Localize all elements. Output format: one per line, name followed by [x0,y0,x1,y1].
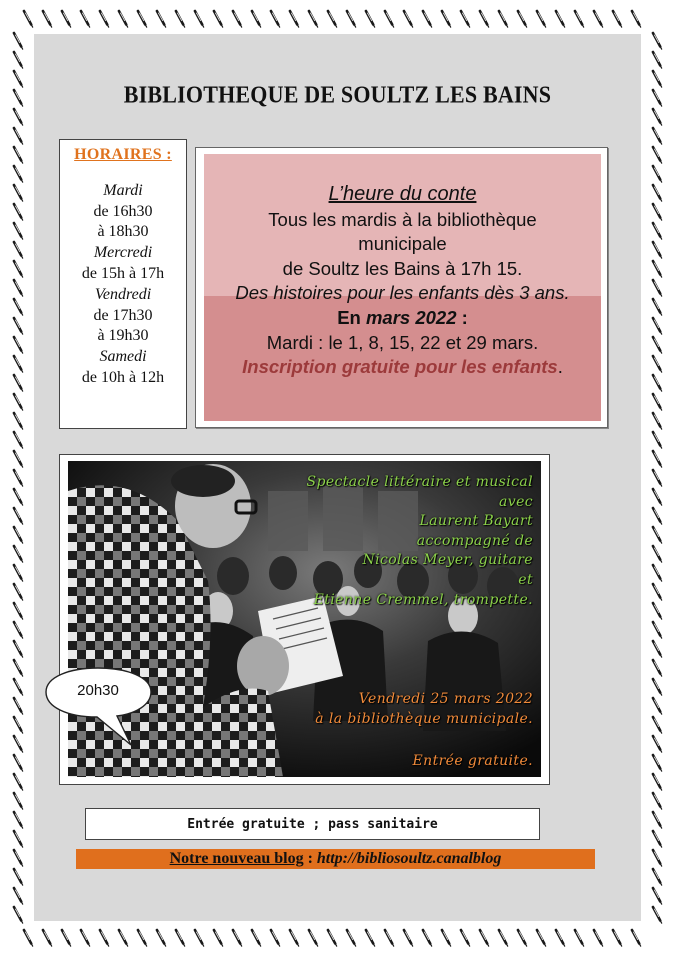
pen-border-icon [9,223,28,239]
opening-hours-list [60,181,186,389]
pen-border-icon [190,11,209,27]
pen-border-icon [648,812,667,828]
pen-border-icon [648,147,667,163]
pen-border-icon [9,375,28,391]
pen-border-icon [648,470,667,486]
hours-time-line: de 17h30 [93,306,153,324]
pen-border-icon [648,717,667,733]
pen-border-icon [648,527,667,543]
hours-time-line: à 18h30 [97,223,149,241]
blog-label: Notre nouveau blog [169,850,304,867]
pen-border-icon [648,755,667,771]
pen-border-icon [648,603,667,619]
hours-day-wednesday: Mercredi [93,244,153,262]
pen-border-icon [648,907,667,923]
pen-border-icon [380,930,399,946]
show-time: 20h30 [77,682,119,699]
pen-border-icon [589,11,608,27]
pen-border-icon [9,356,28,372]
story-hour-box [195,147,608,428]
pen-border-icon [9,147,28,163]
pen-border-icon [209,930,228,946]
pen-border-icon [9,774,28,790]
pen-border-icon [9,394,28,410]
pen-border-icon [648,793,667,809]
story-hour-line: de Soultz les Bains à 17h 15. [282,257,523,279]
pen-border-icon [648,698,667,714]
pen-border-icon [9,603,28,619]
pen-border-icon [19,930,38,946]
pen-border-icon [9,52,28,68]
pen-border-icon [648,888,667,904]
pen-border-icon [9,451,28,467]
story-hour-month-name: mars 2022 [365,306,457,328]
story-hour-registration-period: . [557,356,563,378]
hours-time-line: de 10h à 12h [81,368,165,386]
page-title: BIBLIOTHEQUE DE SOULTZ LES BAINS [123,80,552,108]
pen-border-icon [648,299,667,315]
pen-border-icon [9,166,28,182]
pen-border-icon [342,930,361,946]
pen-border-icon [9,242,28,258]
pen-border-icon [304,930,323,946]
pen-border-icon [648,375,667,391]
story-hour-dates: Mardi : le 1, 8, 15, 22 et 29 mars. [266,331,539,353]
pen-border-icon [513,930,532,946]
pen-border-icon [190,930,209,946]
pen-border-icon [9,660,28,676]
pen-border-icon [152,930,171,946]
pen-border-icon [9,413,28,429]
blog-bar [76,849,595,869]
story-hour-month [204,306,601,331]
pen-border-icon [551,11,570,27]
pen-border-icon [551,930,570,946]
show-free-entry: Entrée gratuite. [412,753,533,769]
pen-border-icon [247,11,266,27]
blog-link[interactable]: http://bibliosoultz.canalblog [316,850,502,867]
show-caption-line: Etienne Cremmel, trompette. [313,591,533,608]
pen-border-icon [133,930,152,946]
pen-border-icon [361,11,380,27]
show-caption-line: Laurent Bayart [419,513,533,530]
pen-border-icon [304,11,323,27]
pen-border-icon [627,930,646,946]
pen-border-icon [648,584,667,600]
pen-border-icon [9,261,28,277]
pen-border-icon [323,11,342,27]
pen-border-icon [648,641,667,657]
pen-border-icon [9,318,28,334]
pen-border-icon [648,546,667,562]
opening-hours-heading: HORAIRES : [74,146,172,163]
pen-border-icon [532,11,551,27]
pen-border-icon [648,204,667,220]
pen-border-icon [648,109,667,125]
hours-time-line: de 16h30 [93,202,153,220]
pen-border-icon [456,11,475,27]
pen-border-icon [9,33,28,49]
pen-border-icon [648,451,667,467]
hours-time-line: à 19h30 [97,327,149,345]
pen-border-icon [648,736,667,752]
pen-border-icon [648,432,667,448]
pen-border-icon [399,11,418,27]
pen-border-icon [9,489,28,505]
pen-border-icon [152,11,171,27]
pen-border-icon [9,698,28,714]
pen-border-icon [648,679,667,695]
show-description [306,473,533,610]
pen-border-icon [9,109,28,125]
pen-border-icon [648,337,667,353]
pen-border-icon [38,930,57,946]
show-caption-line: et [518,571,533,588]
pen-border-icon [648,850,667,866]
show-caption-line: Spectacle littéraire et musical [306,474,533,490]
pen-border-icon [648,166,667,182]
blog-separator: : [303,850,317,867]
pen-border-icon [9,812,28,828]
pen-border-icon [648,869,667,885]
entry-notice-box: Entrée gratuite ; pass sanitaire [85,808,540,840]
pen-border-icon [475,930,494,946]
pen-border-icon [9,641,28,657]
pen-border-icon [38,11,57,27]
pen-border-icon [228,11,247,27]
pen-border-icon [648,261,667,277]
story-hour-audience: Des histoires pour les enfants dès 3 ans. [235,282,570,304]
pen-border-icon [437,11,456,27]
pen-border-icon [627,11,646,27]
pen-border-icon [9,888,28,904]
pen-border-icon [399,930,418,946]
show-date-venue [315,690,533,729]
story-hour-month-prefix: En [337,306,366,328]
pen-border-icon [9,755,28,771]
pen-border-icon [9,508,28,524]
pen-border-icon [9,204,28,220]
pen-border-icon [648,318,667,334]
pen-border-icon [228,930,247,946]
pen-border-icon [648,356,667,372]
show-venue-line: à la bibliothèque municipale. [315,710,533,727]
pen-border-icon [589,930,608,946]
pen-border-icon [437,930,456,946]
pen-border-icon [9,337,28,353]
pen-border-icon [171,11,190,27]
pen-border-icon [95,11,114,27]
pen-border-icon [513,11,532,27]
pen-border-icon [570,11,589,27]
pen-border-icon [9,565,28,581]
pen-border-icon [361,930,380,946]
pen-border-icon [133,11,152,27]
pen-border-icon [9,850,28,866]
pen-border-icon [456,930,475,946]
pen-border-icon [9,185,28,201]
pen-border-icon [171,930,190,946]
pen-border-icon [114,930,133,946]
pen-border-icon [418,11,437,27]
story-hour-text [204,182,601,380]
pen-border-icon [323,930,342,946]
pen-border-icon [9,907,28,923]
pen-border-icon [494,930,513,946]
story-hour-month-suffix: : [456,306,468,328]
pen-border-icon [9,869,28,885]
story-hour-registration-text: Inscription gratuite pour les enfants [242,356,558,378]
pen-border-icon [9,432,28,448]
story-hour-title: L’heure du conte [328,183,477,205]
pen-border-icon [648,622,667,638]
pen-border-icon [648,565,667,581]
hours-day-friday: Vendredi [94,285,152,303]
pen-border-icon [114,11,133,27]
pen-border-icon [648,489,667,505]
pen-border-icon [9,679,28,695]
pen-border-icon [9,831,28,847]
pen-border-icon [209,11,228,27]
pen-border-icon [648,774,667,790]
show-caption-line: avec [499,493,533,510]
pen-border-icon [475,11,494,27]
pen-border-icon [648,660,667,676]
pen-border-icon [285,930,304,946]
hours-time-line: de 15h à 17h [81,264,165,282]
pen-border-icon [76,930,95,946]
pen-border-icon [9,736,28,752]
opening-hours-box [59,139,187,429]
pen-border-icon [9,793,28,809]
pen-border-icon [648,242,667,258]
speech-bubble-icon [45,667,172,747]
pen-border-icon [57,11,76,27]
show-caption-line: Nicolas Meyer, guitare [362,552,533,569]
pen-border-icon [418,930,437,946]
pen-border-icon [9,546,28,562]
pen-border-icon [648,185,667,201]
show-date-line: Vendredi 25 mars 2022 [358,691,533,707]
pen-border-icon [648,52,667,68]
pen-border-icon [648,394,667,410]
pen-border-icon [57,930,76,946]
pen-border-icon [648,33,667,49]
story-hour-line: Tous les mardis à la bibliothèque [268,208,537,230]
pen-border-icon [285,11,304,27]
story-hour-registration [204,355,601,380]
pen-border-icon [570,930,589,946]
time-speech-bubble [45,667,172,718]
pen-border-icon [9,622,28,638]
pen-border-icon [608,11,627,27]
story-hour-line: municipale [358,233,447,255]
pen-border-icon [9,470,28,486]
hours-day-tuesday: Mardi [103,181,143,199]
show-caption-line: accompagné de [416,532,533,549]
pen-border-icon [266,11,285,27]
pen-border-icon [9,299,28,315]
pen-border-icon [342,11,361,27]
pen-border-icon [247,930,266,946]
pen-border-icon [95,930,114,946]
hours-day-saturday: Samedi [99,348,147,366]
pen-border-icon [608,930,627,946]
pen-border-icon [9,717,28,733]
pen-border-icon [648,831,667,847]
pen-border-icon [494,11,513,27]
pen-border-icon [532,930,551,946]
pen-border-icon [19,11,38,27]
pen-border-icon [9,128,28,144]
pen-border-icon [648,413,667,429]
pen-border-icon [648,508,667,524]
pen-border-icon [380,11,399,27]
pen-border-icon [648,128,667,144]
pen-border-icon [9,527,28,543]
pen-border-icon [9,280,28,296]
pen-border-icon [648,280,667,296]
pen-border-icon [9,584,28,600]
pen-border-icon [648,223,667,239]
pen-border-icon [266,930,285,946]
pen-border-icon [76,11,95,27]
